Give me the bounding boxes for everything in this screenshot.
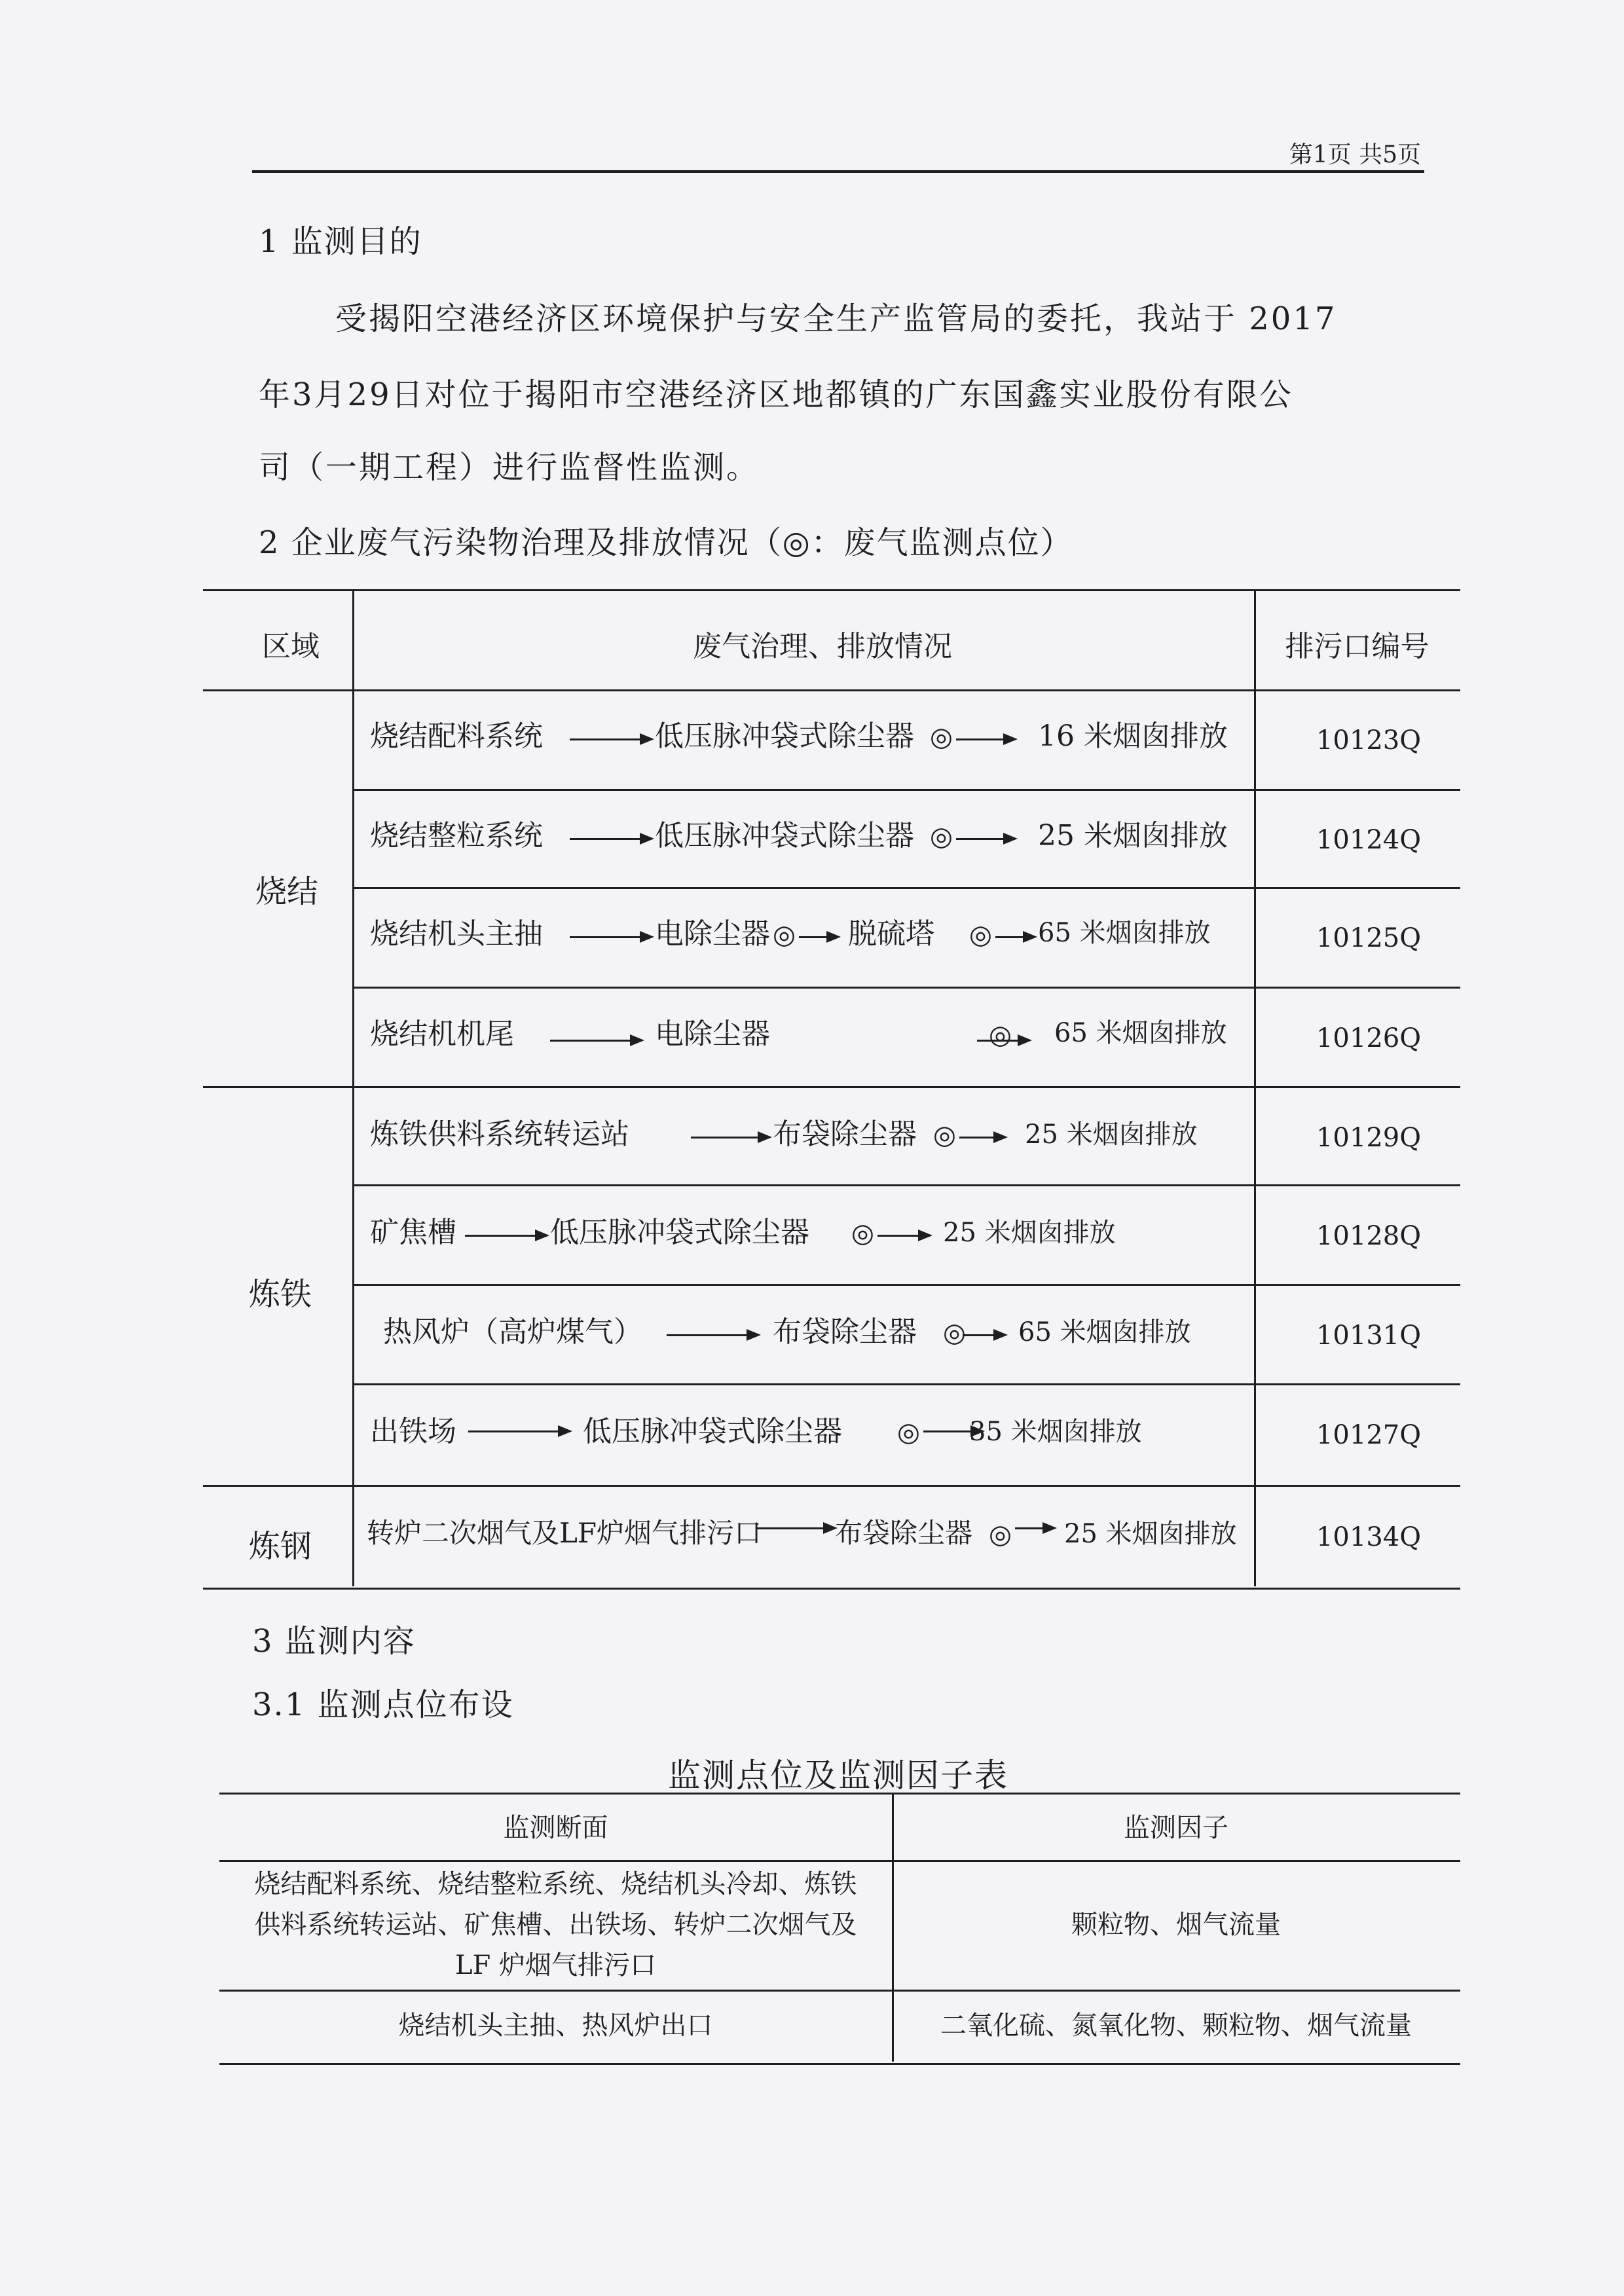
table-row-rule bbox=[352, 887, 1460, 889]
row-step: 16 米烟囱排放 bbox=[1038, 720, 1228, 753]
monitoring-point-icon: ◎ bbox=[930, 722, 953, 752]
outlet-code: 10124Q bbox=[1316, 825, 1422, 855]
table-row-rule bbox=[352, 1383, 1460, 1385]
flow-arrow-icon bbox=[995, 936, 1035, 938]
row-step: 25 米烟囱排放 bbox=[1064, 1519, 1237, 1549]
table-header-rule bbox=[219, 1860, 1460, 1862]
factor-table bbox=[219, 1793, 1460, 2065]
row-step: 布袋除尘器 bbox=[773, 1315, 917, 1349]
row-step: 25 米烟囱排放 bbox=[1025, 1120, 1198, 1150]
table-group-rule bbox=[203, 1485, 1460, 1487]
area-steelmaking: 炼钢 bbox=[249, 1528, 312, 1565]
monitoring-point-icon: ◎ bbox=[989, 1020, 1012, 1050]
flow-arrow-icon bbox=[956, 838, 1015, 840]
area-sintering: 烧结 bbox=[255, 873, 319, 910]
header-rule bbox=[252, 170, 1424, 173]
outlet-code: 10131Q bbox=[1316, 1321, 1422, 1351]
row-source: 热风炉（高炉煤气） bbox=[383, 1315, 642, 1349]
row-step: 电除尘器 bbox=[655, 917, 770, 951]
row-step: 65 米烟囱排放 bbox=[1018, 1317, 1191, 1347]
section1-paragraph-line-3: 司（一期工程）进行监督性监测。 bbox=[259, 449, 760, 486]
col-header-area: 区域 bbox=[262, 630, 320, 663]
flow-arrow-icon bbox=[977, 1040, 1029, 1042]
outlet-code: 10123Q bbox=[1316, 725, 1422, 756]
row-step: 低压脉冲袋式除尘器 bbox=[655, 720, 914, 753]
flow-arrow-icon bbox=[570, 936, 652, 938]
col-header-outlet-code: 排污口编号 bbox=[1285, 630, 1430, 663]
outlet-code: 10128Q bbox=[1316, 1221, 1422, 1251]
outlet-code: 10134Q bbox=[1316, 1522, 1422, 1552]
flow-arrow-icon bbox=[468, 1430, 570, 1432]
row-step: 低压脉冲袋式除尘器 bbox=[583, 1415, 842, 1448]
row-step: 低压脉冲袋式除尘器 bbox=[550, 1216, 809, 1249]
table-row-rule bbox=[352, 1184, 1460, 1186]
col-header-treatment: 废气治理、排放情况 bbox=[693, 630, 952, 663]
monitoring-point-icon: ◎ bbox=[969, 920, 992, 950]
section1-paragraph-line-1: 受揭阳空港经济区环境保护与安全生产监管局的委托，我站于 2017 bbox=[335, 301, 1337, 337]
outlet-code: 10125Q bbox=[1316, 923, 1422, 953]
area-ironmaking: 炼铁 bbox=[249, 1276, 312, 1313]
flow-arrow-icon bbox=[963, 1334, 1005, 1336]
flow-arrow-icon bbox=[956, 738, 1015, 740]
table-row-rule bbox=[352, 789, 1460, 791]
monitoring-point-icon: ◎ bbox=[773, 920, 796, 950]
monitoring-point-icon: ◎ bbox=[943, 1318, 966, 1348]
flow-arrow-icon bbox=[570, 738, 652, 740]
row-source: 烧结机头主抽 bbox=[370, 917, 543, 951]
row-step: 低压脉冲袋式除尘器 bbox=[655, 819, 914, 852]
row-source: 烧结机机尾 bbox=[370, 1017, 514, 1051]
flow-arrow-icon bbox=[799, 936, 838, 938]
factor-table-title: 监测点位及监测因子表 bbox=[668, 1757, 1008, 1795]
monitoring-point-icon: ◎ bbox=[989, 1520, 1012, 1550]
section-line: LF 炉烟气排污口 bbox=[454, 1950, 657, 1980]
section-line: 供料系统转运站、矿焦槽、出铁场、转炉二次烟气及 bbox=[254, 1910, 857, 1940]
flow-arrow-icon bbox=[756, 1527, 835, 1529]
section-line: 烧结机头主抽、热风炉出口 bbox=[398, 2011, 713, 2041]
table-header-rule bbox=[203, 689, 1460, 691]
monitoring-point-icon: ◎ bbox=[933, 1120, 956, 1150]
table-group-rule bbox=[203, 1086, 1460, 1088]
flow-arrow-icon bbox=[691, 1137, 769, 1139]
flow-arrow-icon bbox=[550, 1040, 642, 1042]
factors-cell: 颗粒物、烟气流量 bbox=[1071, 1910, 1281, 1940]
row-source: 炼铁供料系统转运站 bbox=[370, 1118, 629, 1151]
table-row-rule bbox=[352, 1284, 1460, 1286]
factors-cell: 二氧化硫、氮氧化物、颗粒物、烟气流量 bbox=[940, 2011, 1412, 2041]
page-number: 第1页 共5页 bbox=[1289, 141, 1421, 168]
row-step: 电除尘器 bbox=[655, 1017, 770, 1051]
section1-paragraph-line-2: 年3月29日对位于揭阳市空港经济区地都镇的广东国鑫实业股份有限公 bbox=[259, 376, 1293, 413]
row-step: 布袋除尘器 bbox=[835, 1517, 973, 1549]
row-step: 脱硫塔 bbox=[848, 917, 934, 951]
section3-heading: 3 监测内容 bbox=[252, 1623, 416, 1660]
row-step: 65 米烟囱排放 bbox=[1054, 1018, 1227, 1048]
row-step: 65 米烟囱排放 bbox=[1038, 918, 1211, 948]
row-step: 35 米烟囱排放 bbox=[969, 1417, 1142, 1447]
section2-heading: 2 企业废气污染物治理及排放情况（◎：废气监测点位） bbox=[259, 524, 1073, 561]
flow-arrow-icon bbox=[959, 1137, 1005, 1139]
section3-1-heading: 3.1 监测点位布设 bbox=[252, 1686, 514, 1723]
section1-heading: 1 监测目的 bbox=[259, 223, 422, 260]
row-step: 25 米烟囱排放 bbox=[943, 1218, 1116, 1248]
outlet-code: 10127Q bbox=[1316, 1420, 1422, 1450]
row-source: 矿焦槽 bbox=[370, 1216, 456, 1249]
col-header-factors: 监测因子 bbox=[1124, 1813, 1228, 1843]
flow-arrow-icon bbox=[570, 838, 652, 840]
outlet-code: 10126Q bbox=[1316, 1023, 1422, 1053]
row-source: 烧结配料系统 bbox=[370, 720, 543, 753]
row-source: 烧结整粒系统 bbox=[370, 819, 543, 852]
row-source: 出铁场 bbox=[370, 1415, 456, 1448]
emission-table bbox=[203, 589, 1460, 1590]
col-header-section: 监测断面 bbox=[503, 1813, 608, 1843]
section-line: 烧结配料系统、烧结整粒系统、烧结机头冷却、炼铁 bbox=[254, 1869, 857, 1899]
monitoring-point-icon: ◎ bbox=[897, 1417, 920, 1448]
flow-arrow-icon bbox=[1015, 1527, 1054, 1529]
row-step: 布袋除尘器 bbox=[773, 1118, 917, 1151]
row-source: 转炉二次烟气及LF炉烟气排污口 bbox=[367, 1517, 762, 1549]
row-step: 25 米烟囱排放 bbox=[1038, 819, 1228, 852]
monitoring-point-icon: ◎ bbox=[930, 822, 953, 852]
flow-arrow-icon bbox=[877, 1235, 930, 1237]
table-row-rule bbox=[352, 987, 1460, 989]
table-col-divider-1 bbox=[352, 591, 354, 1586]
flow-arrow-icon bbox=[667, 1334, 758, 1336]
table-col-divider-2 bbox=[1254, 591, 1256, 1586]
monitoring-point-icon: ◎ bbox=[851, 1218, 874, 1248]
flow-arrow-icon bbox=[465, 1235, 547, 1237]
outlet-code: 10129Q bbox=[1316, 1123, 1422, 1153]
table-row-rule bbox=[219, 1990, 1460, 1992]
